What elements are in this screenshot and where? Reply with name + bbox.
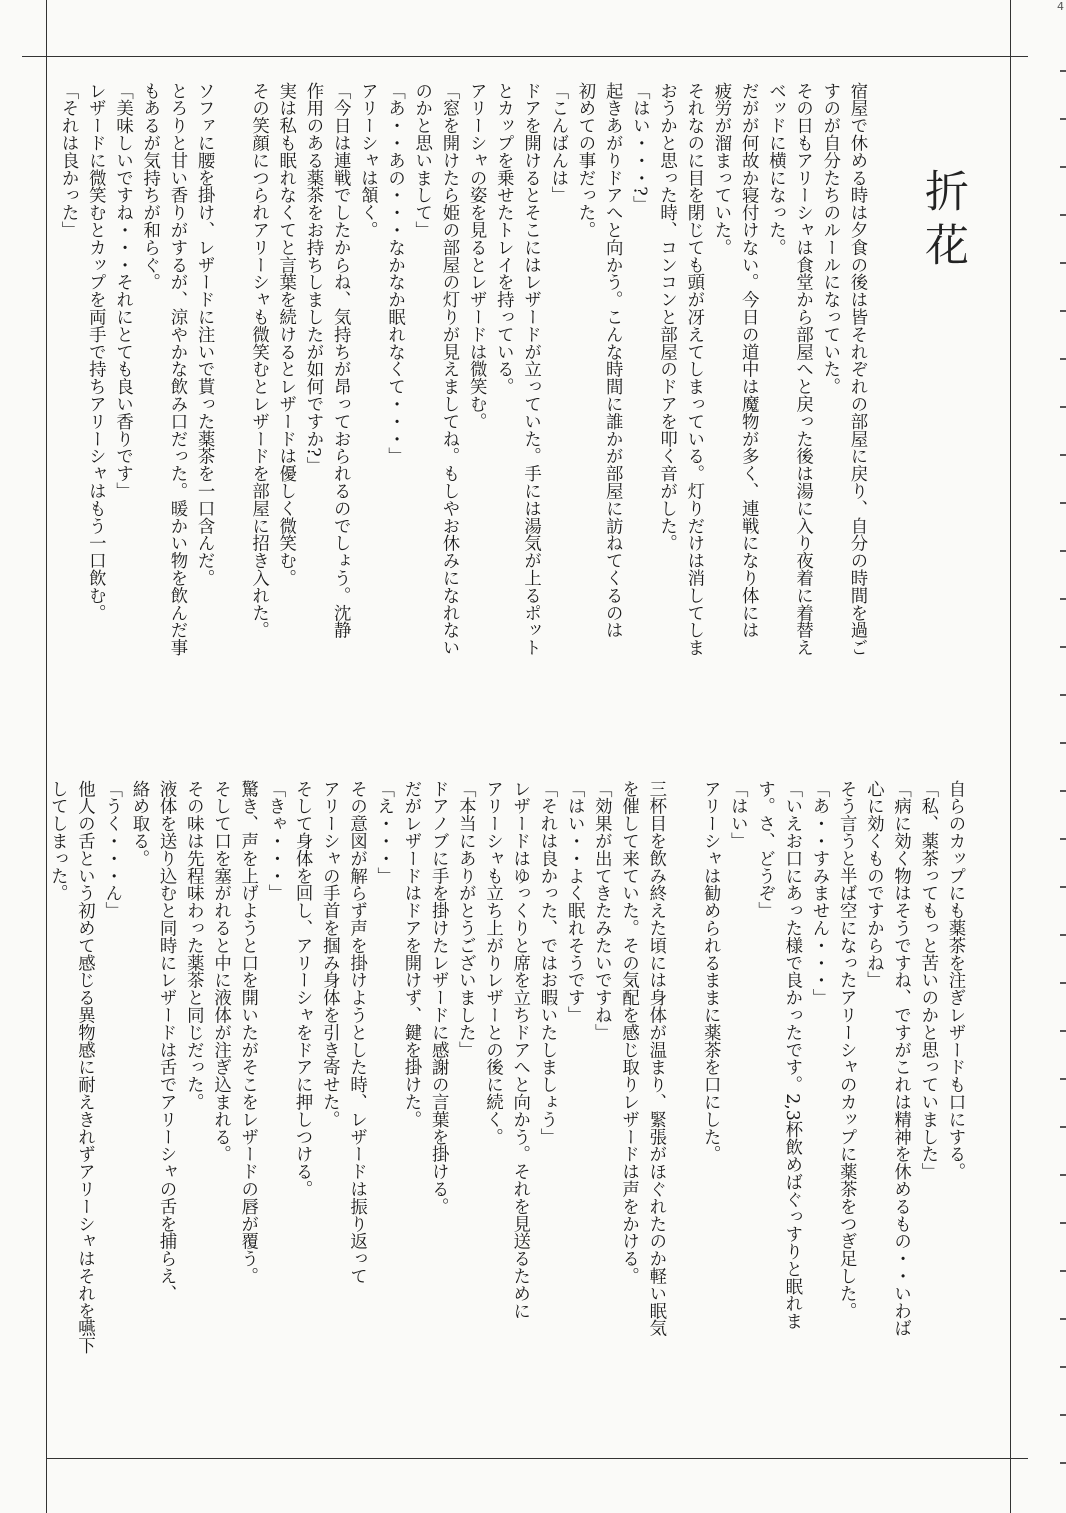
text-line: 「窓を開けたら姫の部屋の灯りが見えましてね。もしやお休みになれない: [438, 82, 459, 657]
binding-mark: [1060, 982, 1066, 984]
text-line: 「はい・・・?」: [629, 82, 650, 214]
text-line: アリーシャは勧められるままに薬茶を口にした。: [700, 780, 721, 1163]
chapter-title: 折花: [917, 168, 968, 276]
binding-mark: [1060, 694, 1066, 696]
binding-mark: [1060, 1078, 1066, 1080]
text-line: 実は私も眠れなくてと言葉を続けるとレザードは優しく微笑む。: [275, 82, 296, 587]
text-line: 「それは良かった」: [58, 82, 79, 239]
binding-mark: [1060, 454, 1066, 456]
binding-mark: [1060, 1030, 1066, 1032]
binding-mark: [1060, 1414, 1066, 1416]
text-line: とろりと甘い香りがするが、涼やかな飲み口だった。暖かい物を飲んだ事: [166, 82, 187, 657]
text-line: す。さ、どうぞ」: [754, 780, 775, 920]
text-line: アリーシャは頷く。: [357, 82, 378, 239]
text-line: 「はい・・よく眠れそうです」: [564, 780, 585, 1024]
binding-mark: [1060, 1462, 1066, 1464]
binding-mark: [1060, 310, 1066, 312]
binding-mark: [1060, 838, 1066, 840]
text-line: おうかと思った時、コンコンと部屋のドアを叩く音がした。: [656, 82, 677, 552]
text-line: 絡め取る。: [128, 780, 149, 867]
bottom-rule: [46, 1458, 1028, 1459]
text-line: ドアを開けるとそこにはレザードが立っていた。手には湯気が上るポット: [520, 82, 541, 657]
text-line: ソファに腰を掛け、レザードに注いで貰った薬茶を一口含んだ。: [194, 82, 215, 587]
binding-mark: [1060, 70, 1066, 72]
binding-edge-marks: [1058, 60, 1066, 1500]
text-line: レザードに微笑むとカップを両手で持ちアリーシャはもう一口飲む。: [85, 82, 106, 622]
text-line: レザードはゆっくりと席を立ちドアへと向かう。それを見送るために: [509, 780, 530, 1320]
binding-mark: [1060, 934, 1066, 936]
text-line: 「私、薬茶ってもっと苦いのかと思っていました」: [917, 780, 938, 1181]
binding-mark: [1060, 1222, 1066, 1224]
text-line: だがが何故か寝付けない。今日の道中は魔物が多く、連戦になり体には: [738, 82, 759, 639]
text-line: アリーシャも立ち上がりレザーとの後に続く。: [482, 780, 503, 1146]
text-line: アリーシャの姿を見るとレザードは微笑む。: [466, 82, 487, 430]
text-line: 「きゃ・・・」: [264, 780, 285, 902]
binding-mark: [1060, 502, 1066, 504]
right-rule: [1010, 0, 1011, 1513]
binding-mark: [1060, 646, 1066, 648]
text-block-top: [58, 82, 870, 742]
binding-mark: [1060, 1366, 1066, 1368]
text-line: 「あ・・すみません・・・」: [808, 780, 829, 1007]
text-line: 心に効くものですからね」: [863, 780, 884, 989]
text-line: 作用のある薬茶をお持ちしましたが如何ですか?」: [302, 82, 323, 475]
text-line: [217, 82, 244, 742]
binding-mark: [1060, 790, 1066, 792]
binding-mark: [1060, 550, 1066, 552]
binding-mark: [1060, 1318, 1066, 1320]
text-line: 初めての事だった。: [574, 82, 595, 239]
binding-mark: [1060, 1174, 1066, 1176]
text-line: 「はい」: [727, 780, 748, 850]
text-line: 「うく・・・ん」: [101, 780, 122, 920]
text-line: ベッドに横になった。: [765, 82, 786, 256]
text-line: そう言うと半ば空になったアリーシャのカップに薬茶をつぎ足した。: [836, 780, 857, 1320]
text-line: [669, 780, 696, 1360]
text-line: 「本当にありがとうございました」: [455, 780, 476, 1059]
top-rule: [22, 56, 1028, 57]
text-line: 宿屋で休める時は夕食の後は皆それぞれの部屋に戻り、自分の時間を過ご: [847, 82, 867, 657]
text-line: だがレザードはドアを開けず、鍵を掛けた。: [400, 780, 421, 1128]
text-line: 起きあがりドアへと向かう。こんな時間に誰かが部屋に訪ねてくるのは: [602, 82, 623, 639]
text-line: 三杯目を飲み終えた頃には身体が温まり、緊張がほぐれたのか軽い眠気: [645, 780, 666, 1337]
text-line: その笑顔につられアリーシャも微笑むとレザードを部屋に招き入れた。: [248, 82, 269, 639]
binding-mark: [1060, 598, 1066, 600]
text-line: 「それは良かった、ではお暇いたしましょう」: [536, 780, 557, 1146]
binding-mark: [1060, 214, 1066, 216]
binding-mark: [1060, 406, 1066, 408]
text-line: 「効果が出てきたみたいですね」: [591, 780, 612, 1041]
text-line: 驚き、声を上げようと口を開いたがそこをレザードの唇が覆う。: [237, 780, 258, 1285]
text-line: その意図が解らず声を掛けようとした時、レザードは振り返って: [346, 780, 367, 1285]
page-number: 4: [1057, 0, 1064, 13]
text-line: 他人の舌という初めて感じる異物感に耐えきれずアリーシャはそれを嚥下: [74, 780, 95, 1355]
binding-mark: [1060, 742, 1066, 744]
text-line: もあるが気持ちが和らぐ。: [139, 82, 160, 291]
text-line: その日もアリーシャは食堂から部屋へと戻った後は湯に入り夜着に着替え: [792, 82, 813, 657]
text-line: 「美味しいですね・・・それにとても良い香りです」: [112, 82, 133, 500]
text-line: のかと思いまして」: [411, 82, 432, 239]
text-line: それなのに目を閉じても頭が冴えてしまっている。灯りだけは消してしま: [683, 82, 704, 657]
text-line: 自らのカップにも薬茶を注ぎレザードも口にする。: [945, 780, 965, 1181]
text-block-bottom: [47, 780, 968, 1360]
text-line: アリーシャの手首を掴み身体を引き寄せた。: [319, 780, 340, 1128]
text-line: そして口を塞がれると中に液体が注ぎ込まれる。: [210, 780, 231, 1163]
binding-mark: [1060, 118, 1066, 120]
text-line: 「病に効く物はそうですね、ですがこれは精神を休めるもの・・いわば: [890, 780, 911, 1337]
text-line: 「え・・・」: [373, 780, 394, 885]
text-line: すのが自分たちのルールになっていた。: [819, 82, 840, 396]
text-line: 「今日は連戦でしたからね、気持ちが昂っておられるのでしょう。沈静: [330, 82, 351, 639]
binding-mark: [1060, 886, 1066, 888]
text-line: ドアノブに手を掛けたレザードに感謝の言葉を掛ける。: [428, 780, 449, 1215]
text-line: 液体を送り込むと同時にレザードは舌でアリーシャの舌を捕らえ、: [156, 780, 177, 1302]
binding-mark: [1060, 1126, 1066, 1128]
text-line: してしまった。: [47, 780, 68, 902]
binding-mark: [1060, 262, 1066, 264]
text-line: を催して来ていた。その気配を感じ取りレザードは声をかける。: [618, 780, 639, 1285]
text-line: その味は先程味わった薬茶と同じだった。: [183, 780, 204, 1111]
text-line: 「こんばんは」: [547, 82, 568, 204]
text-line: 疲労が溜まっていた。: [710, 82, 731, 256]
binding-mark: [1060, 358, 1066, 360]
binding-mark: [1060, 166, 1066, 168]
text-line: 「あ・・あの・・・なかなか眠れなくて・・・」: [384, 82, 405, 465]
binding-mark: [1060, 1270, 1066, 1272]
text-line: 「いえお口にあった様で良かったです。2,3杯飲めばぐっすりと眠れま: [781, 780, 802, 1330]
text-line: とカップを乗せたトレイを持っている。: [493, 82, 514, 396]
text-line: そして身体を回し、アリーシャをドアに押しつける。: [292, 780, 313, 1198]
